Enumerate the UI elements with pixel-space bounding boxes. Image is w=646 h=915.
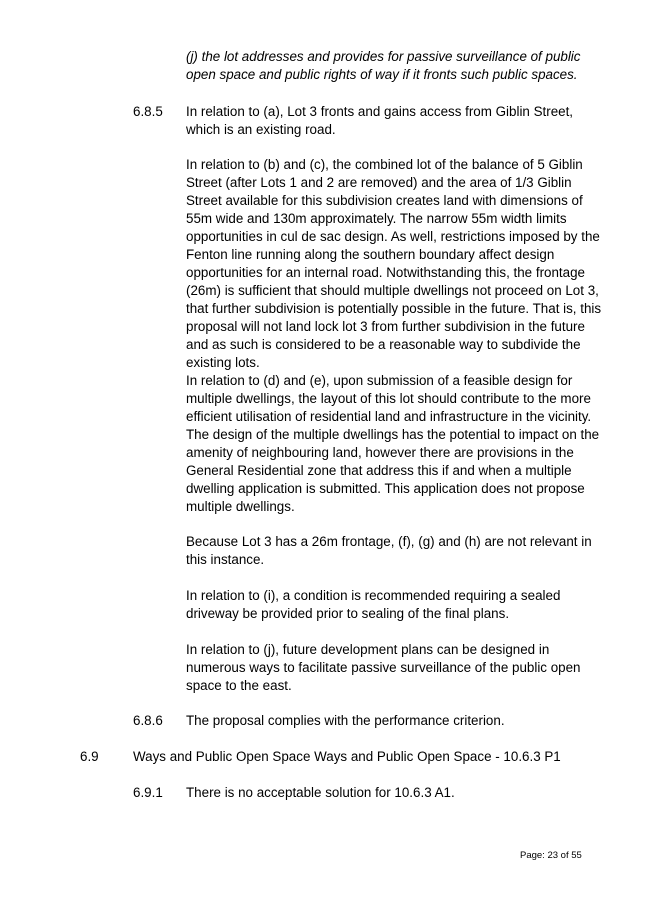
section-6-8-5-para-2: In relation to (b) and (c), the combined lot of the balance of 5 Giblin Street (after Lots 1 and 2 are removed) and the area of 1/3 Giblin Street available for this subdivision creates land with dimensions of 55m wide and 130m approximately. The narrow 55m width limits opportunities in cul de sac design. As well, restrictions imposed by the Fenton line running along the southern boundary affect design opportunities for an internal road. Notwithstanding this, the frontage (26m) is sufficient that should multiple dwellings not proceed on Lot 3, that further subdivision is potentially possible in the future. That is, this proposal will not land lock lot 3 from further subdivision in the future and as such is considered to be a reasonable way to subdivide the existing lots. [186, 157, 602, 370]
section-6-8-5-para-1: In relation to (a), Lot 3 fronts and gains access from Giblin Street, which is an existing road. [186, 104, 574, 137]
item-j-text: (j) the lot addresses and provides for passive surveillance of public open space and public rights of way if it fronts such public spaces. [186, 49, 581, 82]
section-6-9-heading: Ways and Public Open Space Ways and Public Open Space - 10.6.3 P1 [133, 749, 561, 764]
section-6-9-number: 6.9 [80, 749, 99, 764]
section-6-9-1-text: There is no acceptable solution for 10.6.3 A1. [186, 785, 455, 800]
page-number-footer: Page: 23 of 55 [520, 850, 582, 861]
section-6-8-5-para-3: In relation to (d) and (e), upon submission of a feasible design for multiple dwellings, the layout of this lot should contribute to the more efficient utilisation of residential land and infrastructure in the vicinity. The design of the multiple dwellings has the potential to impact on the amenity of neighbouring land, however there are provisions in the General Residential zone that address this if and when a multiple dwelling application is submitted. This application does not propose multiple dwellings. [186, 373, 600, 514]
section-6-8-5-para-6: In relation to (j), future development plans can be designed in numerous ways to facilitate passive surveillance of the public open space to the east. [186, 642, 581, 693]
section-6-8-6-number: 6.8.6 [133, 713, 163, 728]
section-6-9-1-number: 6.9.1 [133, 785, 163, 800]
section-6-8-5-para-5: In relation to (i), a condition is recommended requiring a sealed driveway be provided prior to sealing of the final plans. [186, 588, 561, 621]
section-6-8-5-para-4: Because Lot 3 has a 26m frontage, (f), (g) and (h) are not relevant in this instance. [186, 534, 592, 567]
section-6-8-5-number: 6.8.5 [133, 104, 163, 119]
section-6-8-6-text: The proposal complies with the performance criterion. [186, 713, 505, 728]
